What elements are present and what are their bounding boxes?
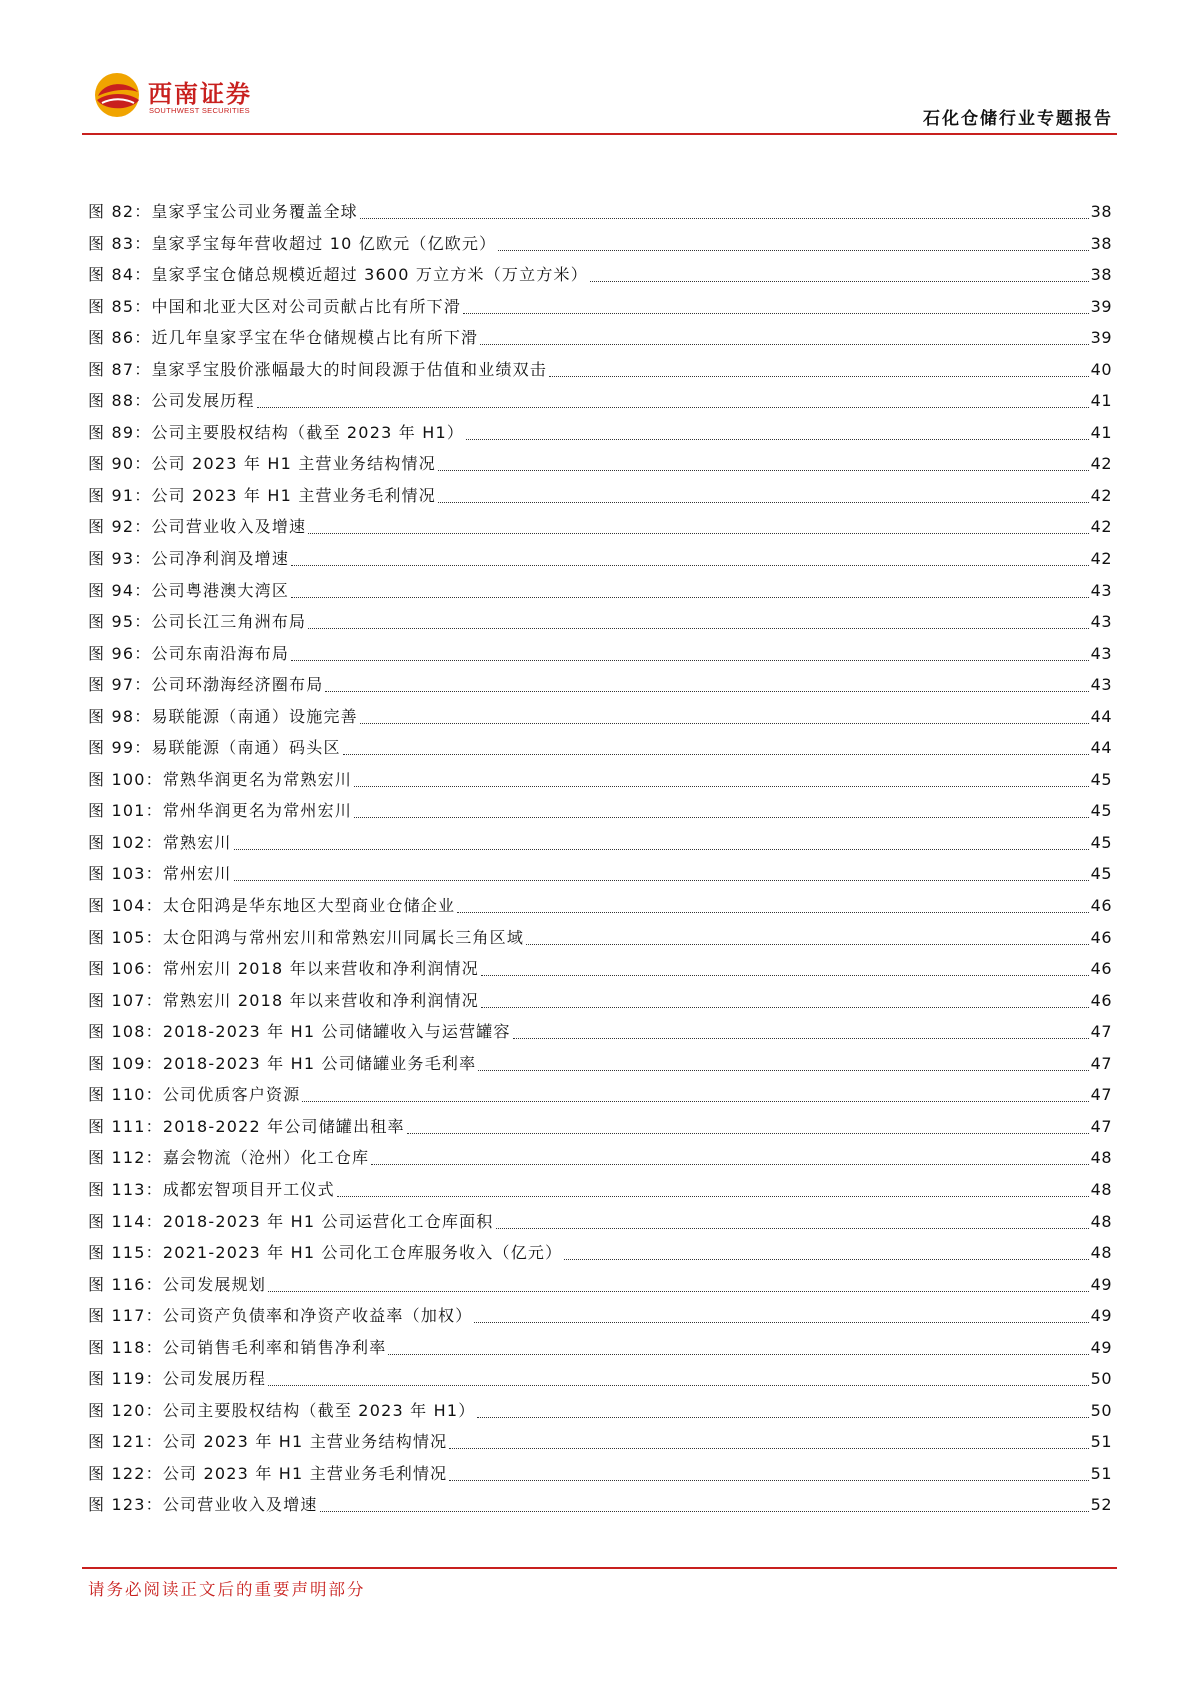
toc-entry-page-number: 51 xyxy=(1090,1432,1112,1452)
toc-dot-leader xyxy=(354,800,1089,818)
toc-entry[interactable] xyxy=(88,927,1112,959)
logo-chinese-name: 西南证券 xyxy=(148,79,252,108)
toc-entry[interactable] xyxy=(88,1400,1112,1432)
toc-entry-label: 图 115：2021-2023 年 H1 公司化工仓库服务收入（亿元） xyxy=(88,1243,563,1263)
toc-dot-leader xyxy=(337,1179,1089,1197)
toc-dot-leader xyxy=(360,706,1089,724)
toc-dot-leader xyxy=(466,422,1089,440)
toc-dot-leader xyxy=(302,1084,1088,1102)
toc-entry-page-number: 38 xyxy=(1090,202,1112,221)
toc-entry-page-number: 39 xyxy=(1090,296,1112,316)
toc-entry[interactable] xyxy=(88,485,1112,517)
toc-entry[interactable] xyxy=(88,580,1112,612)
logo-mark-icon xyxy=(92,70,144,120)
toc-dot-leader xyxy=(463,296,1089,314)
toc-entry-page-number: 47 xyxy=(1090,1022,1112,1042)
toc-entry[interactable] xyxy=(88,737,1112,769)
toc-entry-page-number: 46 xyxy=(1090,990,1112,1010)
toc-entry-label: 图 88：公司发展历程 xyxy=(88,391,255,411)
toc-entry-page-number: 40 xyxy=(1090,359,1112,379)
toc-entry-page-number: 42 xyxy=(1090,517,1112,537)
toc-dot-leader xyxy=(481,958,1089,976)
toc-entry-page-number: 42 xyxy=(1090,549,1112,569)
toc-entry-label: 图 111：2018-2022 年公司储罐出租率 xyxy=(88,1116,405,1136)
toc-entry[interactable] xyxy=(88,1211,1112,1243)
toc-entry-label: 图 85：中国和北亚大区对公司贡献占比有所下滑 xyxy=(88,296,462,316)
toc-entry-label: 图 107：常熟宏川 2018 年以来营收和净利润情况 xyxy=(88,990,479,1010)
toc-entry-page-number: 52 xyxy=(1090,1495,1112,1515)
toc-entry[interactable] xyxy=(88,1305,1112,1337)
toc-entry[interactable] xyxy=(88,958,1112,990)
toc-dot-leader xyxy=(474,1305,1088,1323)
toc-entry-page-number: 49 xyxy=(1090,1337,1112,1357)
toc-entry-page-number: 48 xyxy=(1090,1179,1112,1199)
toc-entry-label: 图 113：成都宏智项目开工仪式 xyxy=(88,1179,335,1199)
toc-entry[interactable] xyxy=(88,453,1112,485)
toc-entry-label: 图 123：公司营业收入及增速 xyxy=(88,1495,318,1515)
toc-entry[interactable] xyxy=(88,264,1112,296)
toc-entry[interactable] xyxy=(88,233,1112,265)
toc-entry[interactable] xyxy=(88,1116,1112,1148)
toc-entry[interactable] xyxy=(88,1337,1112,1369)
toc-dot-leader xyxy=(371,1147,1088,1165)
toc-entry[interactable] xyxy=(88,611,1112,643)
toc-entry-label: 图 117：公司资产负债率和净资产收益率（加权） xyxy=(88,1306,473,1326)
toc-entry[interactable] xyxy=(88,706,1112,738)
toc-entry[interactable] xyxy=(88,895,1112,927)
toc-entry-label: 图 84：皇家孚宝仓储总规模近超过 3600 万立方米（万立方米） xyxy=(88,265,588,285)
toc-dot-leader xyxy=(526,927,1089,945)
toc-entry-page-number: 43 xyxy=(1090,612,1112,632)
toc-entry[interactable] xyxy=(88,1494,1112,1526)
toc-entry-label: 图 95：公司长江三角洲布局 xyxy=(88,612,307,632)
toc-entry[interactable] xyxy=(88,516,1112,548)
toc-entry-label: 图 90：公司 2023 年 H1 主营业务结构情况 xyxy=(88,454,436,474)
toc-entry-page-number: 50 xyxy=(1090,1369,1112,1389)
toc-entry[interactable] xyxy=(88,201,1112,233)
toc-entry[interactable] xyxy=(88,1431,1112,1463)
toc-dot-leader xyxy=(590,264,1089,282)
toc-dot-leader xyxy=(343,737,1089,755)
toc-entry-page-number: 47 xyxy=(1090,1053,1112,1073)
toc-dot-leader xyxy=(257,390,1089,408)
toc-entry-page-number: 44 xyxy=(1090,738,1112,758)
toc-entry-label: 图 91：公司 2023 年 H1 主营业务毛利情况 xyxy=(88,485,436,505)
toc-entry-label: 图 86：近几年皇家孚宝在华仓储规模占比有所下滑 xyxy=(88,328,479,348)
toc-entry[interactable] xyxy=(88,769,1112,801)
toc-entry[interactable] xyxy=(88,800,1112,832)
toc-entry-page-number: 49 xyxy=(1090,1274,1112,1294)
toc-entry-label: 图 103：常州宏川 xyxy=(88,864,232,884)
toc-dot-leader xyxy=(549,359,1089,377)
footer-disclaimer: 请务必阅读正文后的重要声明部分 xyxy=(88,1580,366,1599)
toc-entry[interactable] xyxy=(88,1053,1112,1085)
toc-dot-leader xyxy=(268,1368,1089,1386)
company-logo xyxy=(92,70,332,120)
toc-entry-label: 图 97：公司环渤海经济圈布局 xyxy=(88,675,324,695)
toc-entry-label: 图 98：易联能源（南通）设施完善 xyxy=(88,706,358,726)
toc-entry-label: 图 92：公司营业收入及增速 xyxy=(88,517,307,537)
toc-dot-leader xyxy=(481,990,1089,1008)
toc-entry[interactable] xyxy=(88,390,1112,422)
toc-entry[interactable] xyxy=(88,1021,1112,1053)
toc-entry[interactable] xyxy=(88,1147,1112,1179)
toc-entry-page-number: 42 xyxy=(1090,485,1112,505)
toc-entry-label: 图 104：太仓阳鸿是华东地区大型商业仓储企业 xyxy=(88,896,456,916)
toc-entry-page-number: 50 xyxy=(1090,1400,1112,1420)
toc-entry[interactable] xyxy=(88,359,1112,391)
toc-dot-leader xyxy=(449,1431,1088,1449)
toc-dot-leader xyxy=(480,327,1088,345)
toc-entry[interactable] xyxy=(88,863,1112,895)
toc-dot-leader xyxy=(438,485,1089,503)
toc-dot-leader xyxy=(449,1463,1088,1481)
toc-entry-page-number: 43 xyxy=(1090,675,1112,695)
toc-entry-page-number: 48 xyxy=(1090,1148,1112,1168)
toc-entry-page-number: 45 xyxy=(1090,801,1112,821)
report-title: 石化仓储行业专题报告 xyxy=(923,109,1113,129)
toc-entry-label: 图 100：常熟华润更名为常熟宏川 xyxy=(88,769,353,789)
toc-dot-leader xyxy=(320,1494,1089,1512)
toc-entry-page-number: 49 xyxy=(1090,1306,1112,1326)
toc-entry-page-number: 38 xyxy=(1090,265,1112,285)
toc-dot-leader xyxy=(234,863,1089,881)
toc-entry-page-number: 45 xyxy=(1090,864,1112,884)
toc-entry-page-number: 51 xyxy=(1090,1463,1112,1483)
toc-entry-page-number: 41 xyxy=(1090,391,1112,411)
toc-entry-page-number: 45 xyxy=(1090,769,1112,789)
toc-dot-leader xyxy=(308,611,1088,629)
toc-entry[interactable] xyxy=(88,643,1112,675)
toc-dot-leader xyxy=(291,643,1089,661)
page-header xyxy=(82,62,1117,134)
toc-entry-label: 图 93：公司净利润及增速 xyxy=(88,549,290,569)
logo-english-name: SOUTHWEST SECURITIES xyxy=(149,106,250,115)
toc-dot-leader xyxy=(477,1400,1088,1418)
toc-entry[interactable] xyxy=(88,1084,1112,1116)
toc-entry-label: 图 118：公司销售毛利率和销售净利率 xyxy=(88,1337,387,1357)
toc-entry-page-number: 38 xyxy=(1090,233,1112,253)
toc-entry-page-number: 42 xyxy=(1090,454,1112,474)
toc-dot-leader xyxy=(478,1053,1088,1071)
figure-table-of-contents xyxy=(88,201,1112,1526)
toc-dot-leader xyxy=(498,233,1088,251)
footer-divider xyxy=(82,1567,1117,1569)
toc-entry[interactable] xyxy=(88,327,1112,359)
toc-entry-page-number: 43 xyxy=(1090,643,1112,663)
toc-entry[interactable] xyxy=(88,674,1112,706)
toc-entry-page-number: 43 xyxy=(1090,580,1112,600)
toc-entry[interactable] xyxy=(88,296,1112,328)
toc-entry-label: 图 116：公司发展规划 xyxy=(88,1274,267,1294)
toc-dot-leader xyxy=(360,201,1089,219)
toc-dot-leader xyxy=(388,1337,1088,1355)
toc-entry[interactable] xyxy=(88,1179,1112,1211)
toc-entry-label: 图 101：常州华润更名为常州宏川 xyxy=(88,801,353,821)
toc-dot-leader xyxy=(291,580,1089,598)
toc-entry-label: 图 82：皇家孚宝公司业务覆盖全球 xyxy=(88,202,358,221)
header-divider xyxy=(82,133,1117,135)
toc-entry-page-number: 39 xyxy=(1090,328,1112,348)
toc-entry[interactable] xyxy=(88,422,1112,454)
toc-entry[interactable] xyxy=(88,548,1112,580)
toc-entry[interactable] xyxy=(88,832,1112,864)
toc-entry[interactable] xyxy=(88,1274,1112,1306)
toc-entry-label: 图 119：公司发展历程 xyxy=(88,1369,267,1389)
toc-entry[interactable] xyxy=(88,1463,1112,1495)
toc-entry-page-number: 47 xyxy=(1090,1085,1112,1105)
toc-entry-label: 图 120：公司主要股权结构（截至 2023 年 H1） xyxy=(88,1400,476,1420)
toc-entry[interactable] xyxy=(88,1368,1112,1400)
toc-entry-label: 图 112：嘉会物流（沧州）化工仓库 xyxy=(88,1148,370,1168)
toc-entry-label: 图 94：公司粤港澳大湾区 xyxy=(88,580,290,600)
toc-entry-page-number: 46 xyxy=(1090,927,1112,947)
toc-entry-label: 图 114：2018-2023 年 H1 公司运营化工仓库面积 xyxy=(88,1211,494,1231)
toc-entry-page-number: 47 xyxy=(1090,1116,1112,1136)
toc-entry-page-number: 46 xyxy=(1090,959,1112,979)
toc-entry-label: 图 110：公司优质客户资源 xyxy=(88,1085,301,1105)
toc-entry-label: 图 108：2018-2023 年 H1 公司储罐收入与运营罐容 xyxy=(88,1022,511,1042)
toc-entry-page-number: 41 xyxy=(1090,422,1112,442)
toc-dot-leader xyxy=(438,453,1089,471)
toc-dot-leader xyxy=(457,895,1088,913)
toc-entry-page-number: 46 xyxy=(1090,896,1112,916)
toc-dot-leader xyxy=(268,1274,1089,1292)
toc-dot-leader xyxy=(308,516,1088,534)
toc-entry-page-number: 45 xyxy=(1090,832,1112,852)
toc-entry-label: 图 102：常熟宏川 xyxy=(88,832,232,852)
toc-entry[interactable] xyxy=(88,990,1112,1022)
toc-dot-leader xyxy=(234,832,1089,850)
toc-entry-page-number: 48 xyxy=(1090,1211,1112,1231)
toc-entry-label: 图 89：公司主要股权结构（截至 2023 年 H1） xyxy=(88,422,465,442)
toc-dot-leader xyxy=(407,1116,1089,1134)
toc-entry-label: 图 96：公司东南沿海布局 xyxy=(88,643,290,663)
toc-entry-label: 图 106：常州宏川 2018 年以来营收和净利润情况 xyxy=(88,959,479,979)
toc-dot-leader xyxy=(564,1242,1088,1260)
toc-dot-leader xyxy=(354,769,1089,787)
toc-entry-label: 图 122：公司 2023 年 H1 主营业务毛利情况 xyxy=(88,1463,448,1483)
toc-dot-leader xyxy=(291,548,1089,566)
toc-entry-page-number: 48 xyxy=(1090,1243,1112,1263)
toc-entry-page-number: 44 xyxy=(1090,706,1112,726)
toc-entry-label: 图 87：皇家孚宝股价涨幅最大的时间段源于估值和业绩双击 xyxy=(88,359,548,379)
toc-dot-leader xyxy=(325,674,1088,692)
toc-entry-label: 图 109：2018-2023 年 H1 公司储罐业务毛利率 xyxy=(88,1053,477,1073)
toc-dot-leader xyxy=(496,1211,1089,1229)
toc-dot-leader xyxy=(513,1021,1089,1039)
toc-entry[interactable] xyxy=(88,1242,1112,1274)
toc-entry-label: 图 99：易联能源（南通）码头区 xyxy=(88,738,341,758)
toc-entry-label: 图 105：太仓阳鸿与常州宏川和常熟宏川同属长三角区域 xyxy=(88,927,525,947)
toc-entry-label: 图 83：皇家孚宝每年营收超过 10 亿欧元（亿欧元） xyxy=(88,233,497,253)
toc-entry-label: 图 121：公司 2023 年 H1 主营业务结构情况 xyxy=(88,1432,448,1452)
